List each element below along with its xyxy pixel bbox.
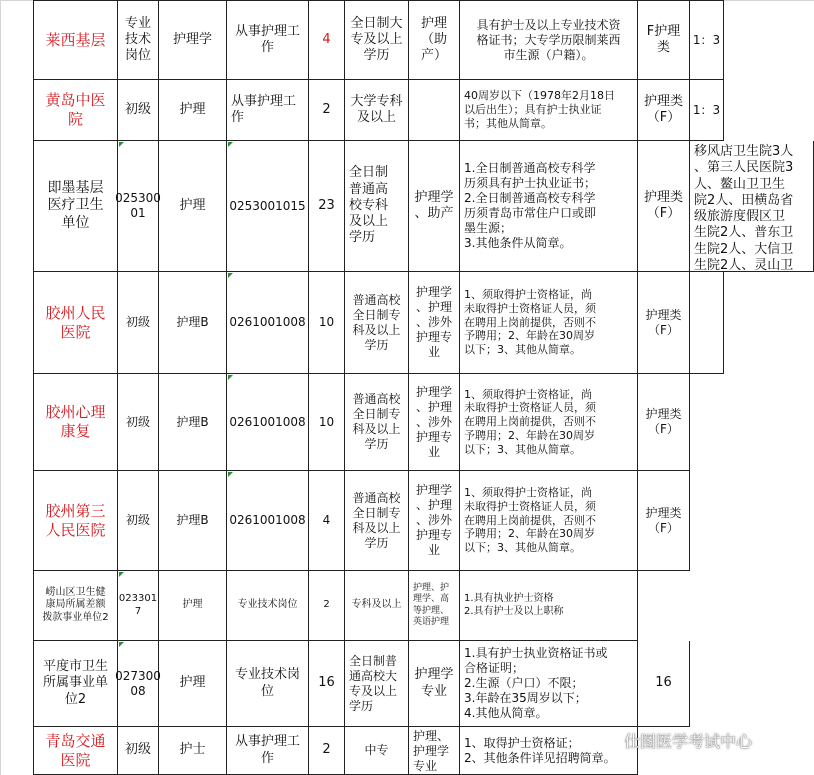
- major-cell: 护理B: [159, 471, 227, 571]
- cell-marker: [228, 472, 233, 477]
- requirements-cell: 40周岁以下（1978年2月18日 以后出生）；具有护士执业证 书；其他从简章。: [460, 80, 638, 141]
- major-cell: 护士: [159, 727, 227, 775]
- education-cell: 中专: [345, 727, 409, 775]
- job-cell: 专业技术岗位: [227, 571, 309, 641]
- count-cell: 10: [309, 374, 345, 471]
- cell-marker: [119, 142, 124, 147]
- major-cell: 护理B: [159, 272, 227, 374]
- job-cell: 从事护理工 作: [227, 0, 309, 80]
- requirements-cell: 具有护士及以上专业技术资 格证书；大专学历限制莱西 市生源（户籍）。: [460, 0, 638, 80]
- job-cell: 0261001008: [227, 471, 309, 571]
- unit-name-cell: 平度市卫生 所属事业单 位2: [33, 641, 118, 727]
- count-cell: 2: [309, 727, 345, 775]
- count-cell: 23: [309, 141, 345, 272]
- category-cell: 护理类 （F）: [638, 374, 690, 471]
- level-cell: 初级: [118, 471, 159, 571]
- education-cell: 全日制大 专及以上 学历: [345, 0, 409, 80]
- degree-cell: 护理、 护理学 专业: [409, 727, 460, 775]
- cell-marker: [228, 273, 233, 278]
- cell-marker: [228, 142, 233, 147]
- job-cell: 专业技术岗 位: [227, 641, 309, 727]
- category-cell: 护理类 （F）: [638, 272, 690, 374]
- count-cell: 2: [309, 80, 345, 141]
- major-cell: 护理B: [159, 374, 227, 471]
- unit-name-cell: 崂山区卫生健 康局所属差额 拨款事业单位2: [33, 571, 118, 641]
- requirements-cell: 1、须取得护士资格证，尚 未取得护士资格证人员，须 在聘用上岗前提供，否则不 予聘用；2、年龄在30周岁 以下；3、其他从简章。: [460, 374, 638, 471]
- count-cell: 2: [309, 571, 345, 641]
- count-cell: 4: [309, 471, 345, 571]
- requirements-cell: 1.具有执业护士资格 2.具有护士及以上职称: [460, 571, 638, 641]
- ratio-cell: 16: [638, 641, 690, 727]
- requirements-cell: 1.具有护士执业资格证书或 合格证明； 2.生源（户口）不限； 3.年龄在35周岁以下； 4.其他从简章。: [460, 641, 638, 727]
- category-cell: 护理类 （F）: [638, 141, 690, 272]
- education-cell: 全日制 普通高 校专科 及以上 学历: [345, 141, 409, 272]
- level-cell: 初级: [118, 80, 159, 141]
- unit-name-cell: 胶州心理 康复: [33, 374, 118, 471]
- requirements-cell: 1、须取得护士资格证，尚 未取得护士资格证人员，须 在聘用上岗前提供，否则不 予聘用；2、年龄在30周岁 以下；3、其他从简章。: [460, 471, 638, 571]
- requirements-cell: 1.全日制普通高校专科学 历须具有护士执业证书； 2.全日制普通高校专科学 历须青岛市常住户口或即 墨生源； 3.其他条件从简章。: [460, 141, 638, 272]
- job-cell: 从事护理工 作: [227, 80, 309, 141]
- major-cell: 护理: [159, 641, 227, 727]
- category-cell: 护理类 （F）: [638, 471, 690, 571]
- count-cell: 16: [309, 641, 345, 727]
- level-cell: 专业 技术 岗位: [118, 0, 159, 80]
- unit-name-cell: 胶州人民 医院: [33, 272, 118, 374]
- job-cell: 0253001015: [227, 141, 309, 272]
- education-cell: 大学专科 及以上: [345, 80, 409, 141]
- ratio-cell: 1：3: [690, 0, 724, 80]
- degree-cell: [409, 80, 460, 141]
- category-cell: 护理类 （F）: [638, 80, 690, 141]
- job-cell: 0261001008: [227, 272, 309, 374]
- unit-name-cell: 莱西基层: [33, 0, 118, 80]
- extra-note-cell: 移风店卫生院3人 、第三人民医院3 人、鳌山卫卫生 院2人、田横岛省 级旅游度假区卫 生院2人、普东卫 生院2人、大信卫 生院2人、灵山卫: [690, 141, 814, 272]
- unit-name-cell: 青岛交通 医院: [33, 727, 118, 775]
- degree-cell: 护理 （助 产）: [409, 0, 460, 80]
- major-cell: 护理: [159, 571, 227, 641]
- level-cell: 023301 7: [118, 571, 159, 641]
- education-cell: 专科及以上: [345, 571, 409, 641]
- education-cell: 全日制普 通高校大 专及以上 学历: [345, 641, 409, 727]
- requirements-cell: 1、取得护士资格证； 2、其他条件详见招聘简章。: [460, 727, 638, 775]
- major-cell: 护理: [159, 141, 227, 272]
- degree-cell: 护理学 专业: [409, 641, 460, 727]
- degree-cell: 护理学 、护理 、涉外 护理专 业: [409, 471, 460, 571]
- unit-name-cell: 黄岛中医 院: [33, 80, 118, 141]
- job-cell: 从事护理工 作: [227, 727, 309, 775]
- education-cell: 普通高校 全日制专 科及以上 学历: [345, 471, 409, 571]
- cell-marker: [228, 375, 233, 380]
- wechat-icon: [596, 730, 618, 750]
- cell-marker: [119, 572, 124, 577]
- unit-name-cell: 即墨基层 医疗卫生 单位: [33, 141, 118, 272]
- degree-cell: 护理学 、护理 、涉外 护理专 业: [409, 272, 460, 374]
- level-cell: 初级: [118, 272, 159, 374]
- degree-cell: 护理、护 理学、高 等护理、 英语护理: [409, 571, 460, 641]
- level-cell: 初级: [118, 374, 159, 471]
- category-cell: F护理 类: [638, 0, 690, 80]
- watermark: [596, 725, 752, 755]
- level-cell: 025300 01: [118, 141, 159, 272]
- degree-cell: 护理学 、护理 、涉外 护理专 业: [409, 374, 460, 471]
- count-cell: 4: [309, 0, 345, 80]
- ratio-cell: [690, 272, 724, 374]
- level-cell: 初级: [118, 727, 159, 775]
- count-cell: 10: [309, 272, 345, 374]
- major-cell: 护理学: [159, 0, 227, 80]
- education-cell: 普通高校 全日制专 科及以上 学历: [345, 374, 409, 471]
- education-cell: 普通高校 全日制专 科及以上 学历: [345, 272, 409, 374]
- watermark-text: 仕图医学考试中心: [624, 731, 753, 751]
- level-cell: 027300 08: [118, 641, 159, 727]
- cell-marker: [119, 642, 124, 647]
- requirements-cell: 1、须取得护士资格证，尚 未取得护士资格证人员，须 在聘用上岗前提供，否则不 予聘用；2、年龄在30周岁 以下；3、其他从简章。: [460, 272, 638, 374]
- job-cell: 0261001008: [227, 374, 309, 471]
- degree-cell: 护理学 、助产: [409, 141, 460, 272]
- major-cell: 护理: [159, 80, 227, 141]
- ratio-cell: 1：3: [690, 80, 724, 141]
- unit-name-cell: 胶州第三 人民医院: [33, 471, 118, 571]
